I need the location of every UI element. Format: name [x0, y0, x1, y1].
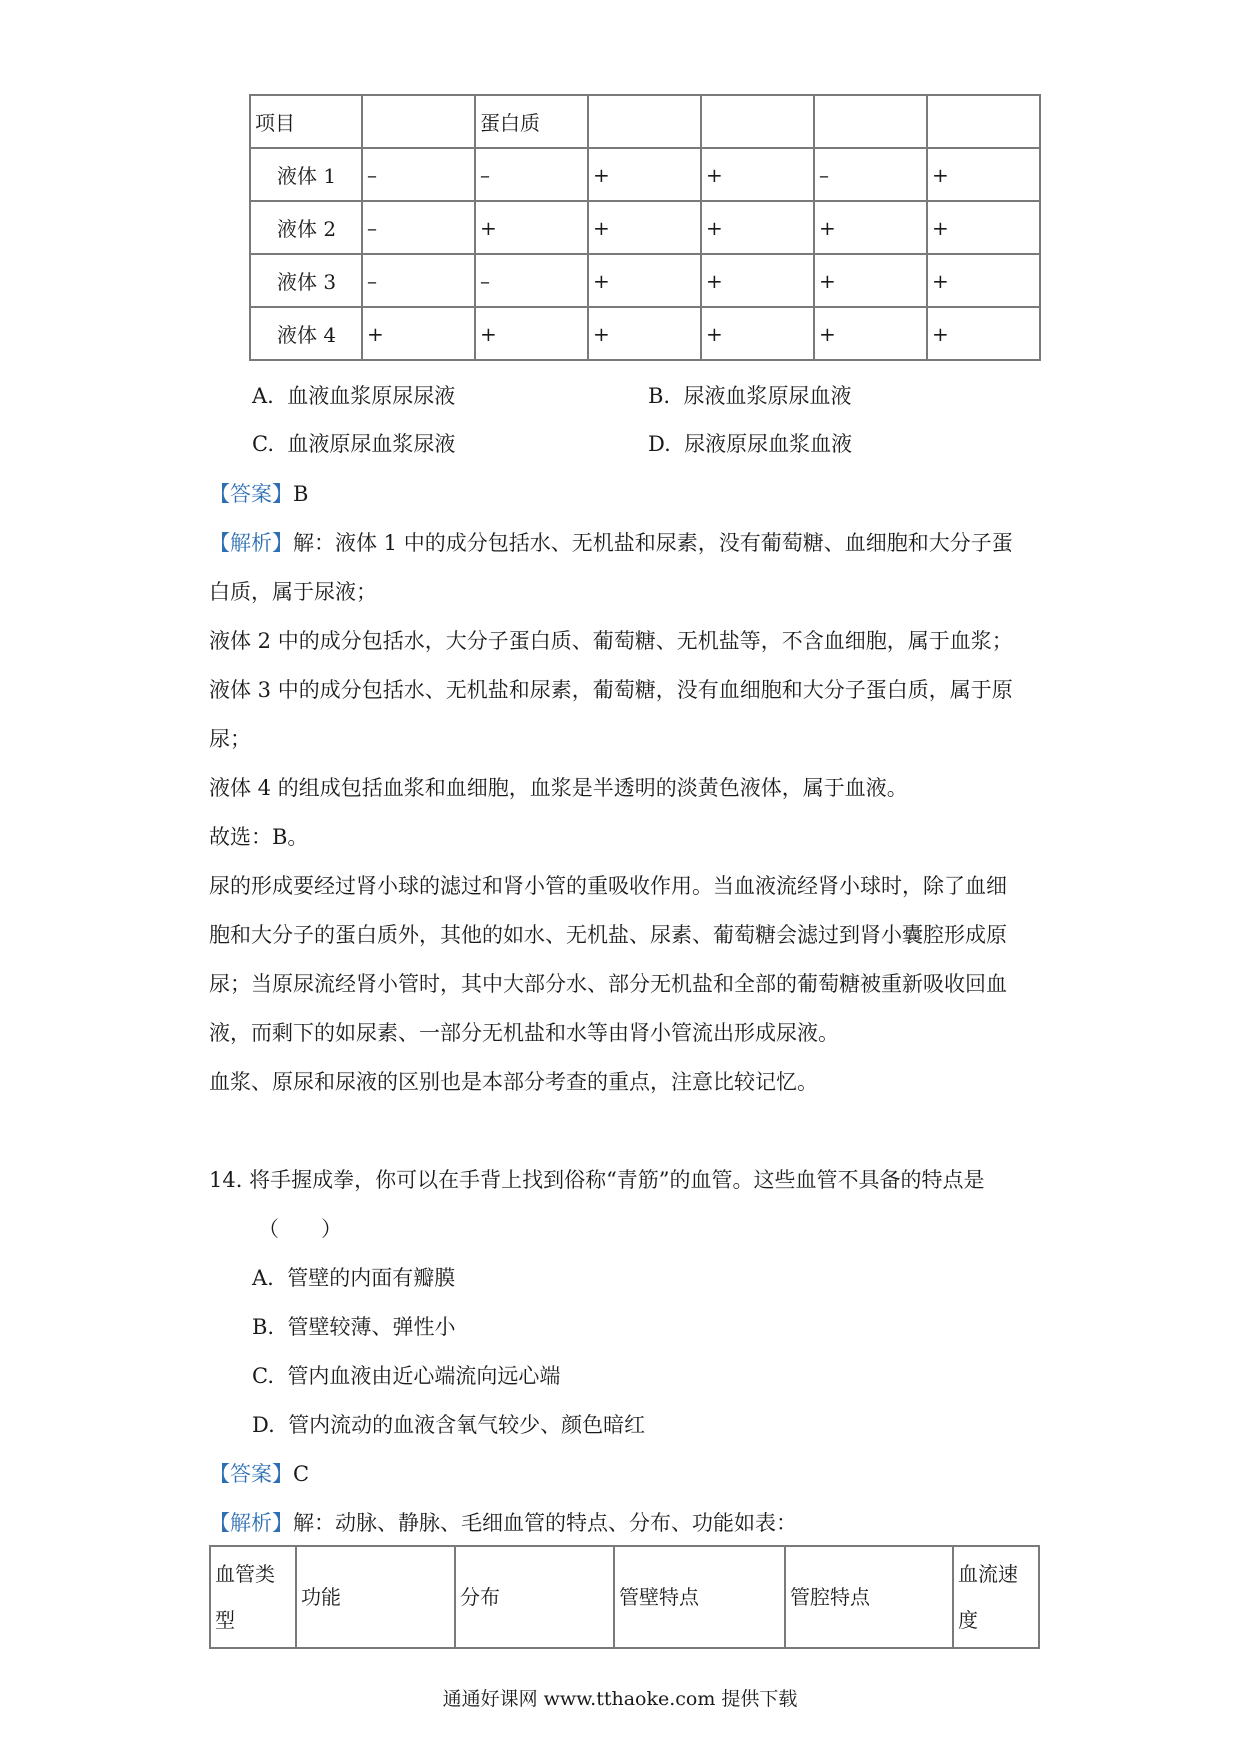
question-stem: 14. 将手握成拳，你可以在手背上找到俗称“青筋”的血管。这些血管不具备的特点是: [209, 1168, 985, 1192]
analysis-line: 胞和大分子的蛋白质外，其他的如水、无机盐、尿素、葡萄糖会滤过到肾小囊腔形成原: [209, 923, 1007, 947]
analysis-tag: 【解析】: [209, 531, 293, 555]
page-footer: 通通好课网 www.tthaoke.com 提供下载: [442, 1688, 798, 1710]
table-cell: +: [927, 148, 1040, 201]
row-label: 液体 1: [250, 148, 362, 201]
option-c: [252, 428, 455, 458]
option-c: [252, 1360, 560, 1390]
analysis-line: 尿；当原尿流经肾小管时，其中大部分水、部分无机盐和全部的葡萄糖被重新吸收回血: [209, 972, 1007, 996]
option-a: [252, 380, 455, 410]
table-cell: +: [927, 254, 1040, 307]
table-header-cell: [362, 95, 475, 148]
option-text: 管内流动的血液含氧气较少、颜色暗红: [288, 1413, 646, 1437]
answer-line: [209, 1458, 309, 1488]
table-cell: +: [927, 201, 1040, 254]
option-label: C.: [252, 432, 274, 456]
option-label: D.: [252, 1413, 275, 1437]
table-header-cell: 功能: [296, 1546, 455, 1648]
analysis-line: 尿的形成要经过肾小球的滤过和肾小管的重吸收作用。当血液流经肾小球时，除了血细: [209, 874, 1007, 898]
row-label: 液体 4: [250, 307, 362, 360]
answer-blank: （ ）: [258, 1217, 342, 1241]
analysis-line: 故选：B。: [209, 825, 309, 849]
option-text: 管内血液由近心端流向远心端: [287, 1364, 561, 1388]
answer-line: [209, 478, 308, 508]
header-text: 度: [958, 1608, 978, 1632]
option-label: C.: [252, 1364, 274, 1388]
row-label: 液体 2: [250, 201, 362, 254]
analysis-line: [209, 1507, 797, 1537]
table-header-cell: 管腔特点: [785, 1546, 953, 1648]
analysis-line: 液体 2 中的成分包括水，大分子蛋白质、葡萄糖、无机盐等，不含血细胞，属于血浆；: [209, 629, 1013, 653]
analysis-line: 血浆、原尿和尿液的区别也是本部分考查的重点，注意比较记忆。: [209, 1070, 818, 1094]
table-header-cell: 项目: [250, 95, 362, 148]
table-cell: +: [814, 201, 927, 254]
table-cell: –: [362, 201, 475, 254]
option-label: A.: [252, 1266, 274, 1290]
option-d: [252, 1409, 645, 1439]
table-row: [250, 201, 1040, 254]
option-label: B.: [648, 384, 671, 408]
table-header-cell: [814, 95, 927, 148]
table-cell: –: [814, 148, 927, 201]
analysis-line: 白质，属于尿液；: [209, 580, 377, 604]
table-header-cell: 蛋白质: [475, 95, 588, 148]
row-label: 液体 3: [250, 254, 362, 307]
table-cell: +: [701, 254, 814, 307]
table-cell: +: [588, 148, 701, 201]
table-cell: –: [475, 148, 588, 201]
option-text: 血液原尿血浆尿液: [287, 432, 456, 456]
analysis-line: 尿；: [209, 727, 251, 751]
table-header-cell: [701, 95, 814, 148]
header-text: 血管类: [215, 1562, 275, 1586]
option-text: 管壁的内面有瓣膜: [287, 1266, 456, 1290]
analysis-line: [209, 527, 1013, 557]
analysis-line: 液体 4 的组成包括血浆和血细胞，血浆是半透明的淡黄色液体，属于血液。: [209, 776, 908, 800]
option-a: [252, 1262, 455, 1292]
table-cell: +: [588, 254, 701, 307]
option-text: 尿液原尿血浆血液: [684, 432, 853, 456]
analysis-tag: 【解析】: [209, 1511, 293, 1535]
table-cell: +: [701, 201, 814, 254]
table-cell: +: [588, 201, 701, 254]
table-cell: +: [814, 307, 927, 360]
analysis-line: 液，而剩下的如尿素、一部分无机盐和水等由肾小管流出形成尿液。: [209, 1021, 839, 1045]
table-header-row: [210, 1546, 1039, 1648]
analysis-line: 液体 3 中的成分包括水、无机盐和尿素，葡萄糖，没有血细胞和大分子蛋白质，属于原: [209, 678, 1013, 702]
table-cell: –: [362, 254, 475, 307]
option-label: A.: [252, 384, 274, 408]
header-text: 血流速: [958, 1562, 1018, 1586]
vessel-comparison-table: [209, 1545, 1040, 1649]
table-header-cell: [927, 95, 1040, 148]
table-cell: +: [701, 148, 814, 201]
answer-tag: 【答案】: [209, 1462, 293, 1486]
option-text: 血液血浆原尿尿液: [287, 384, 456, 408]
table-cell: +: [701, 307, 814, 360]
option-text: 尿液血浆原尿血液: [683, 384, 852, 408]
table-cell: +: [362, 307, 475, 360]
option-d: [648, 428, 852, 458]
option-label: B.: [252, 1315, 275, 1339]
analysis-text: 解：液体 1 中的成分包括水、无机盐和尿素，没有葡萄糖、血细胞和大分子蛋: [293, 531, 1013, 555]
table-row: [250, 254, 1040, 307]
answer-tag: 【答案】: [209, 482, 293, 506]
table-header-cell: 管壁特点: [614, 1546, 785, 1648]
table-header-cell: [210, 1546, 296, 1648]
option-text: 管壁较薄、弹性小: [287, 1315, 456, 1339]
option-b: [648, 380, 851, 410]
table-row: [250, 307, 1040, 360]
table-cell: +: [814, 254, 927, 307]
option-b: [252, 1311, 455, 1341]
header-text: 型: [215, 1608, 235, 1632]
table-cell: –: [475, 254, 588, 307]
fluid-composition-table: [249, 94, 1041, 361]
table-cell: +: [475, 307, 588, 360]
table-cell: +: [588, 307, 701, 360]
option-label: D.: [648, 432, 671, 456]
answer-value: C: [293, 1462, 310, 1486]
table-cell: –: [362, 148, 475, 201]
table-row: [250, 148, 1040, 201]
table-cell: +: [927, 307, 1040, 360]
table-header-row: [250, 95, 1040, 148]
table-header-cell: [588, 95, 701, 148]
table-header-cell: 分布: [455, 1546, 614, 1648]
answer-value: B: [293, 482, 309, 506]
table-header-cell: [953, 1546, 1039, 1648]
analysis-text: 解：动脉、静脉、毛细血管的特点、分布、功能如表：: [293, 1511, 797, 1535]
table-cell: +: [475, 201, 588, 254]
